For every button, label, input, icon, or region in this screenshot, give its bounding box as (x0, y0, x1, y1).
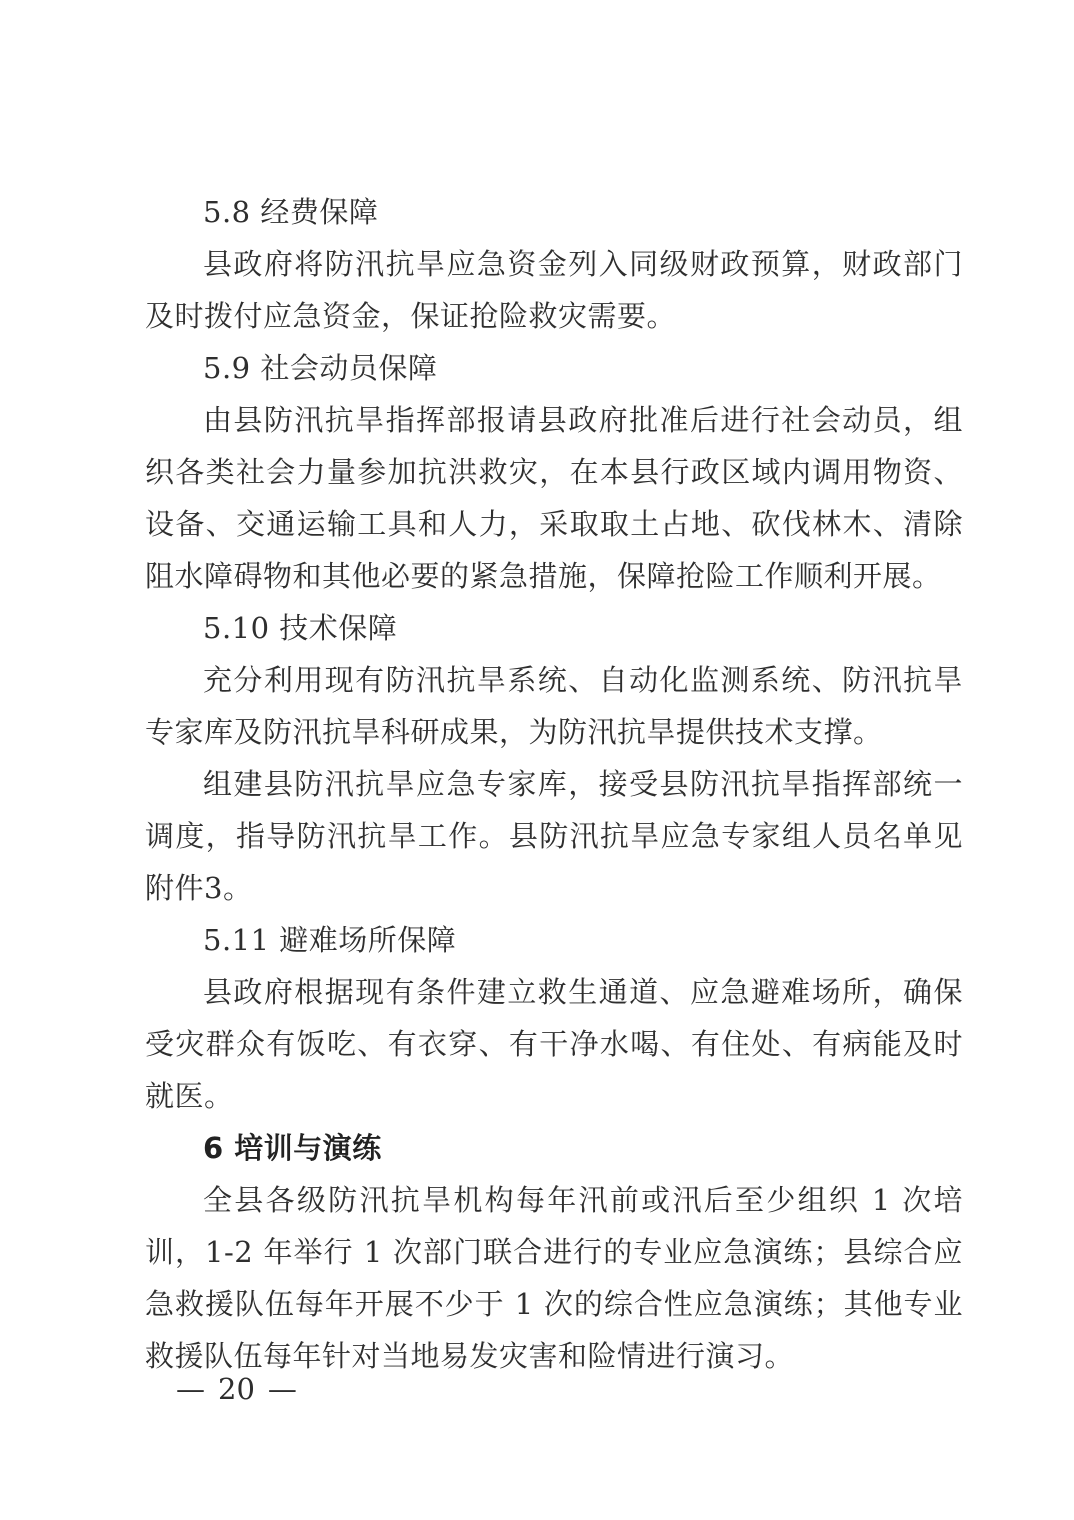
section-heading-5-11: 5.11 避难场所保障 (203, 923, 457, 957)
paragraph-technical-support: 充分利用现有防汛抗旱系统、自动化监测系统、防汛抗旱专家库及防汛抗旱科研成果，为防汛抗旱提供技术支撑。 (145, 663, 963, 749)
footer-left-dash: — (176, 1372, 205, 1406)
paragraph-social-mobilization: 由县防汛抗旱指挥部报请县政府批准后进行社会动员，组织各类社会力量参加抗洪救灾，在本县行政区域内调用物资、设备、交通运输工具和人力，采取取土占地、砍伐林木、清除阻水障碍物和其他必要的紧急措施，保障抢险工作顺利开展。 (145, 403, 963, 593)
document-body (145, 186, 963, 1382)
chapter-heading-6: 6 培训与演练 (203, 1131, 382, 1165)
paragraph-funding-guarantee: 县政府将防汛抗旱应急资金列入同级财政预算，财政部门及时拨付应急资金，保证抢险救灾需要。 (145, 247, 963, 333)
page-footer (176, 1372, 297, 1406)
page-number: 20 (218, 1372, 255, 1406)
section-heading-5-10: 5.10 技术保障 (203, 611, 398, 645)
paragraph-shelter-guarantee: 县政府根据现有条件建立救生通道、应急避难场所，确保受灾群众有饭吃、有衣穿、有干净水喝、有住处、有病能及时就医。 (145, 975, 963, 1113)
section-heading-5-8: 5.8 经费保障 (203, 195, 379, 229)
paragraph-training-drills: 全县各级防汛抗旱机构每年汛前或汛后至少组织 1 次培训，1-2 年举行 1 次部门联合进行的专业应急演练；县综合应急救援队伍每年开展不少于 1 次的综合性应急演练；其他专业救援队伍每年针对当地易发灾害和险情进行演习。 (145, 1183, 963, 1373)
paragraph-expert-pool: 组建县防汛抗旱应急专家库，接受县防汛抗旱指挥部统一调度，指导防汛抗旱工作。县防汛抗旱应急专家组人员名单见附件3。 (145, 767, 963, 905)
section-heading-5-9: 5.9 社会动员保障 (203, 351, 438, 385)
footer-right-dash: — (267, 1372, 297, 1406)
